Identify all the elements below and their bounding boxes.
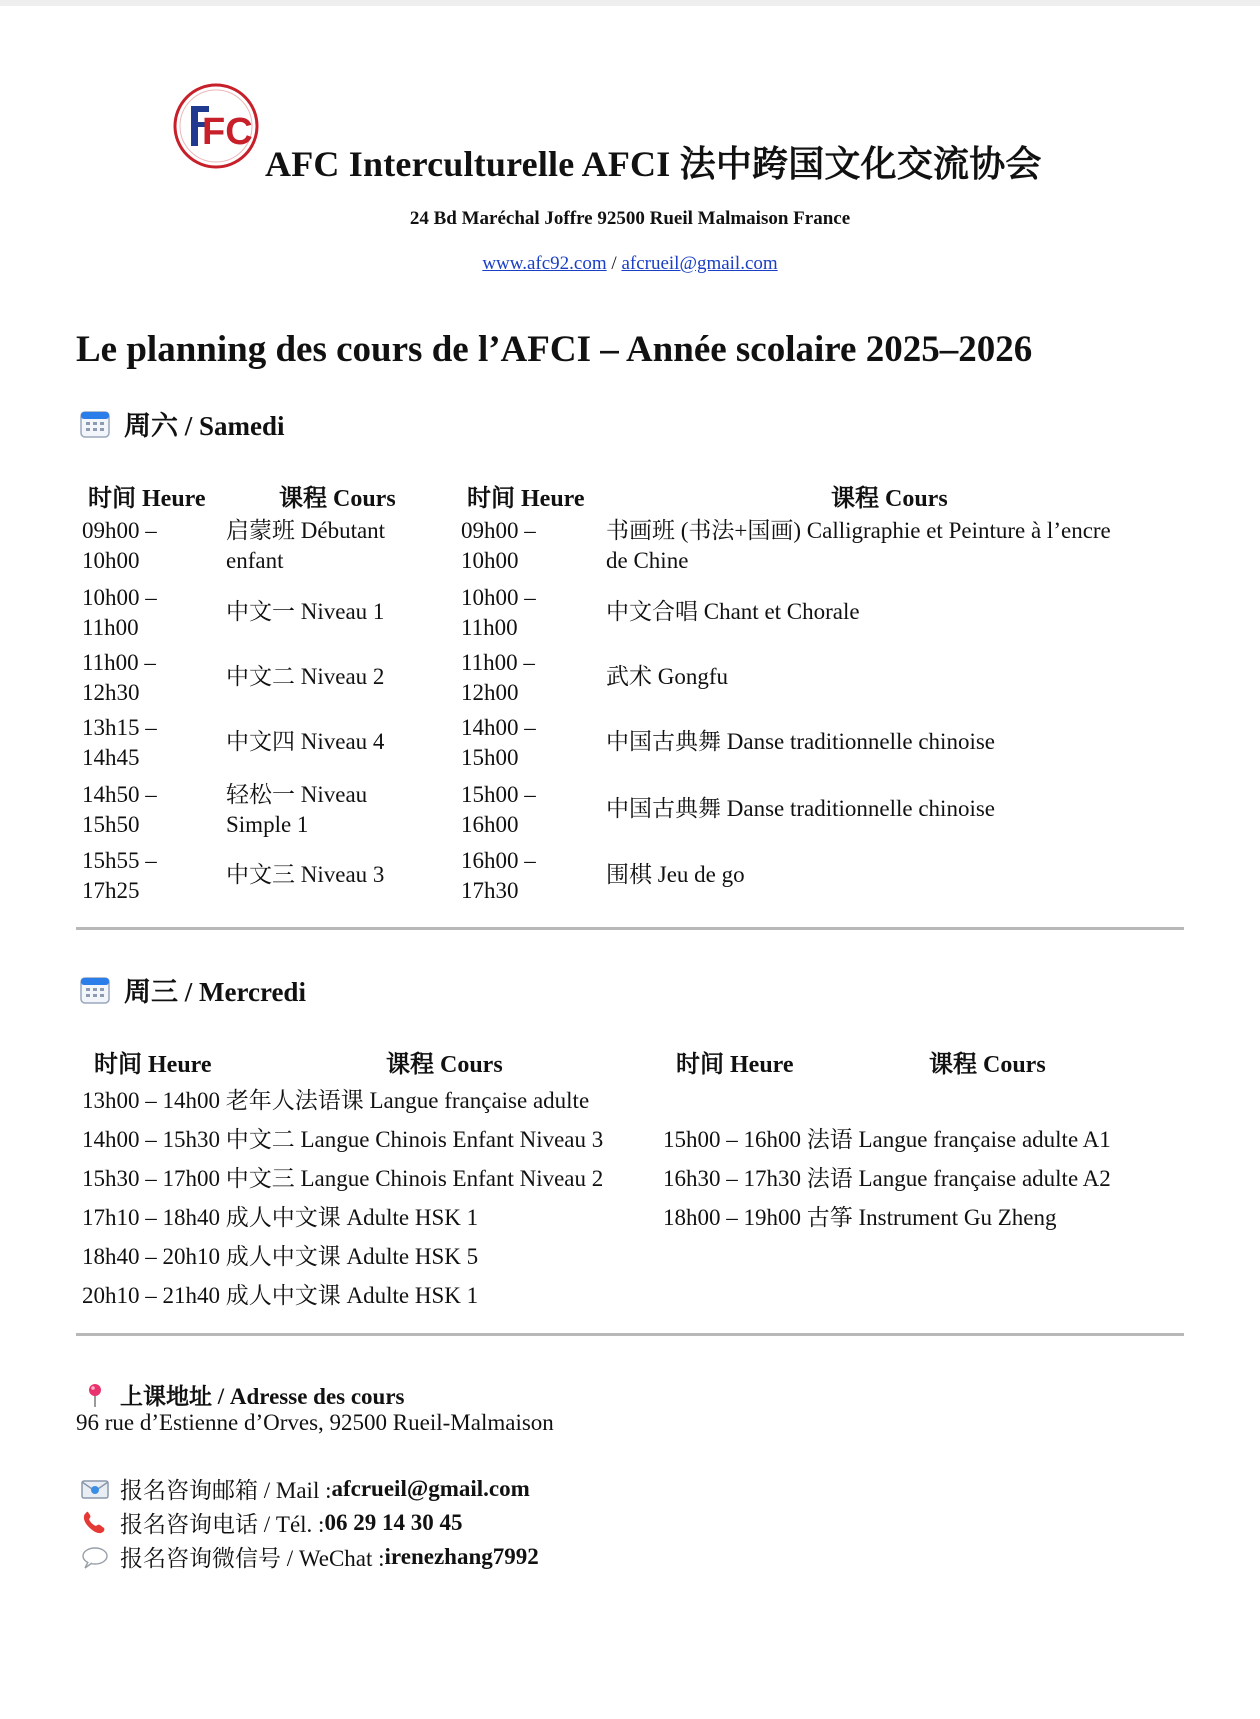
course-location-heading (80, 1378, 405, 1411)
sat-course-right: 围棋 Jeu de go (606, 862, 745, 887)
section-divider (76, 927, 1184, 930)
sat-header-course-1: 课程 Cours (279, 486, 396, 512)
sat-time-left: 09h00 – 10h00 (82, 518, 157, 573)
contact-phone-value: 06 29 14 30 45 (324, 1509, 463, 1535)
website-link[interactable]: www.afc92.com (482, 253, 607, 274)
sat-course-left: 启蒙班 Débutant enfant (226, 518, 386, 573)
phone-icon (80, 1510, 110, 1536)
sat-time-left: 14h50 – 15h50 (82, 782, 157, 837)
sat-time-right: 16h00 – 17h30 (461, 848, 536, 903)
organization-address: 24 Bd Maréchal Joffre 92500 Rueil Malmaison France (409, 208, 851, 229)
wednesday-heading (80, 970, 306, 1009)
list-item: 15h00 – 16h00 法语 Langue française adulte A1 (663, 1127, 1111, 1152)
list-item: 13h00 – 14h00 老年人法语课 Langue française adulte (82, 1088, 590, 1113)
contact-wechat-value: irenezhang7992 (384, 1543, 539, 1569)
organization-name: AFC Interculturelle AFCI 法中跨国文化交流协会 (265, 144, 1042, 184)
sat-course-right: 书画班 (书法+国画) Calligraphie et Peinture à l’encre de Chine (606, 518, 1111, 573)
wed-header-course-2: 课程 Cours (929, 1052, 1046, 1078)
contact-mail-value: afcrueil@gmail.com (331, 1475, 530, 1501)
list-item: 17h10 – 18h40 成人中文课 Adulte HSK 1 (82, 1205, 479, 1230)
sat-time-right: 10h00 – 11h00 (461, 585, 536, 640)
course-location-address: 96 rue d’Estienne d’Orves, 92500 Rueil-Malmaison (76, 1410, 554, 1435)
list-item: 15h30 – 17h00 中文三 Langue Chinois Enfant Niveau 2 (82, 1166, 604, 1191)
wed-header-time-2: 时间 Heure (676, 1052, 794, 1078)
section-divider (76, 1333, 1184, 1336)
location-pin-icon (80, 1382, 110, 1408)
sat-time-left: 13h15 – 14h45 (82, 715, 157, 770)
envelope-icon (80, 1476, 110, 1502)
saturday-heading-text: 周六 / Samedi (124, 411, 285, 441)
link-separator: / (606, 253, 622, 274)
list-item: 14h00 – 15h30 中文二 Langue Chinois Enfant Niveau 3 (82, 1127, 604, 1152)
contact-mail-label: 报名咨询邮箱 / Mail : (120, 1478, 332, 1503)
contact-links (0, 253, 1260, 275)
sat-course-left: 中文四 Niveau 4 (226, 729, 385, 754)
contact-mail (80, 1472, 530, 1505)
list-item: 18h40 – 20h10 成人中文课 Adulte HSK 5 (82, 1244, 479, 1269)
sat-time-left: 10h00 – 11h00 (82, 585, 157, 640)
sat-time-right: 14h00 – 15h00 (461, 715, 536, 770)
sat-header-time-2: 时间 Heure (467, 486, 585, 512)
speech-bubble-icon (80, 1544, 110, 1570)
list-item: 18h00 – 19h00 古筝 Instrument Gu Zheng (663, 1205, 1057, 1230)
saturday-heading (80, 404, 285, 443)
afc-logo (172, 82, 260, 170)
sat-time-right: 09h00 – 10h00 (461, 518, 536, 573)
svg-text:FC: FC (202, 111, 253, 153)
contact-phone (80, 1506, 462, 1539)
sat-course-right: 中国古典舞 Danse traditionnelle chinoise (606, 729, 996, 754)
sat-course-right: 武术 Gongfu (606, 664, 729, 689)
sat-course-left: 轻松一 Niveau Simple 1 (226, 782, 368, 837)
sat-course-left: 中文三 Niveau 3 (226, 862, 385, 887)
sat-time-right: 15h00 – 16h00 (461, 782, 536, 837)
sat-header-time-1: 时间 Heure (88, 486, 206, 512)
sat-course-right: 中文合唱 Chant et Chorale (606, 599, 860, 624)
calendar-icon (80, 410, 110, 438)
wed-header-course-1: 课程 Cours (386, 1052, 503, 1078)
sat-course-left: 中文二 Niveau 2 (226, 664, 385, 689)
sat-header-course-2: 课程 Cours (831, 486, 948, 512)
sat-time-left: 11h00 – 12h30 (82, 650, 156, 705)
wed-header-time-1: 时间 Heure (94, 1052, 212, 1078)
page-title: Le planning des cours de l’AFCI – Année scolaire 2025–2026 (76, 329, 1033, 370)
contact-wechat-label: 报名咨询微信号 / WeChat : (120, 1546, 385, 1571)
email-link[interactable]: afcrueil@gmail.com (621, 253, 778, 274)
top-strip (0, 0, 1260, 6)
sat-course-right: 中国古典舞 Danse traditionnelle chinoise (606, 796, 996, 821)
list-item: 16h30 – 17h30 法语 Langue française adulte A2 (663, 1166, 1111, 1191)
sat-time-right: 11h00 – 12h00 (461, 650, 535, 705)
location-heading-text: 上课地址 / Adresse des cours (120, 1384, 405, 1409)
wednesday-heading-text: 周三 / Mercredi (124, 977, 306, 1007)
calendar-icon (80, 976, 110, 1004)
sat-time-left: 15h55 – 17h25 (82, 848, 157, 903)
list-item: 20h10 – 21h40 成人中文课 Adulte HSK 1 (82, 1283, 479, 1308)
contact-wechat (80, 1540, 539, 1573)
sat-course-left: 中文一 Niveau 1 (226, 599, 385, 624)
contact-phone-label: 报名咨询电话 / Tél. : (120, 1512, 325, 1537)
